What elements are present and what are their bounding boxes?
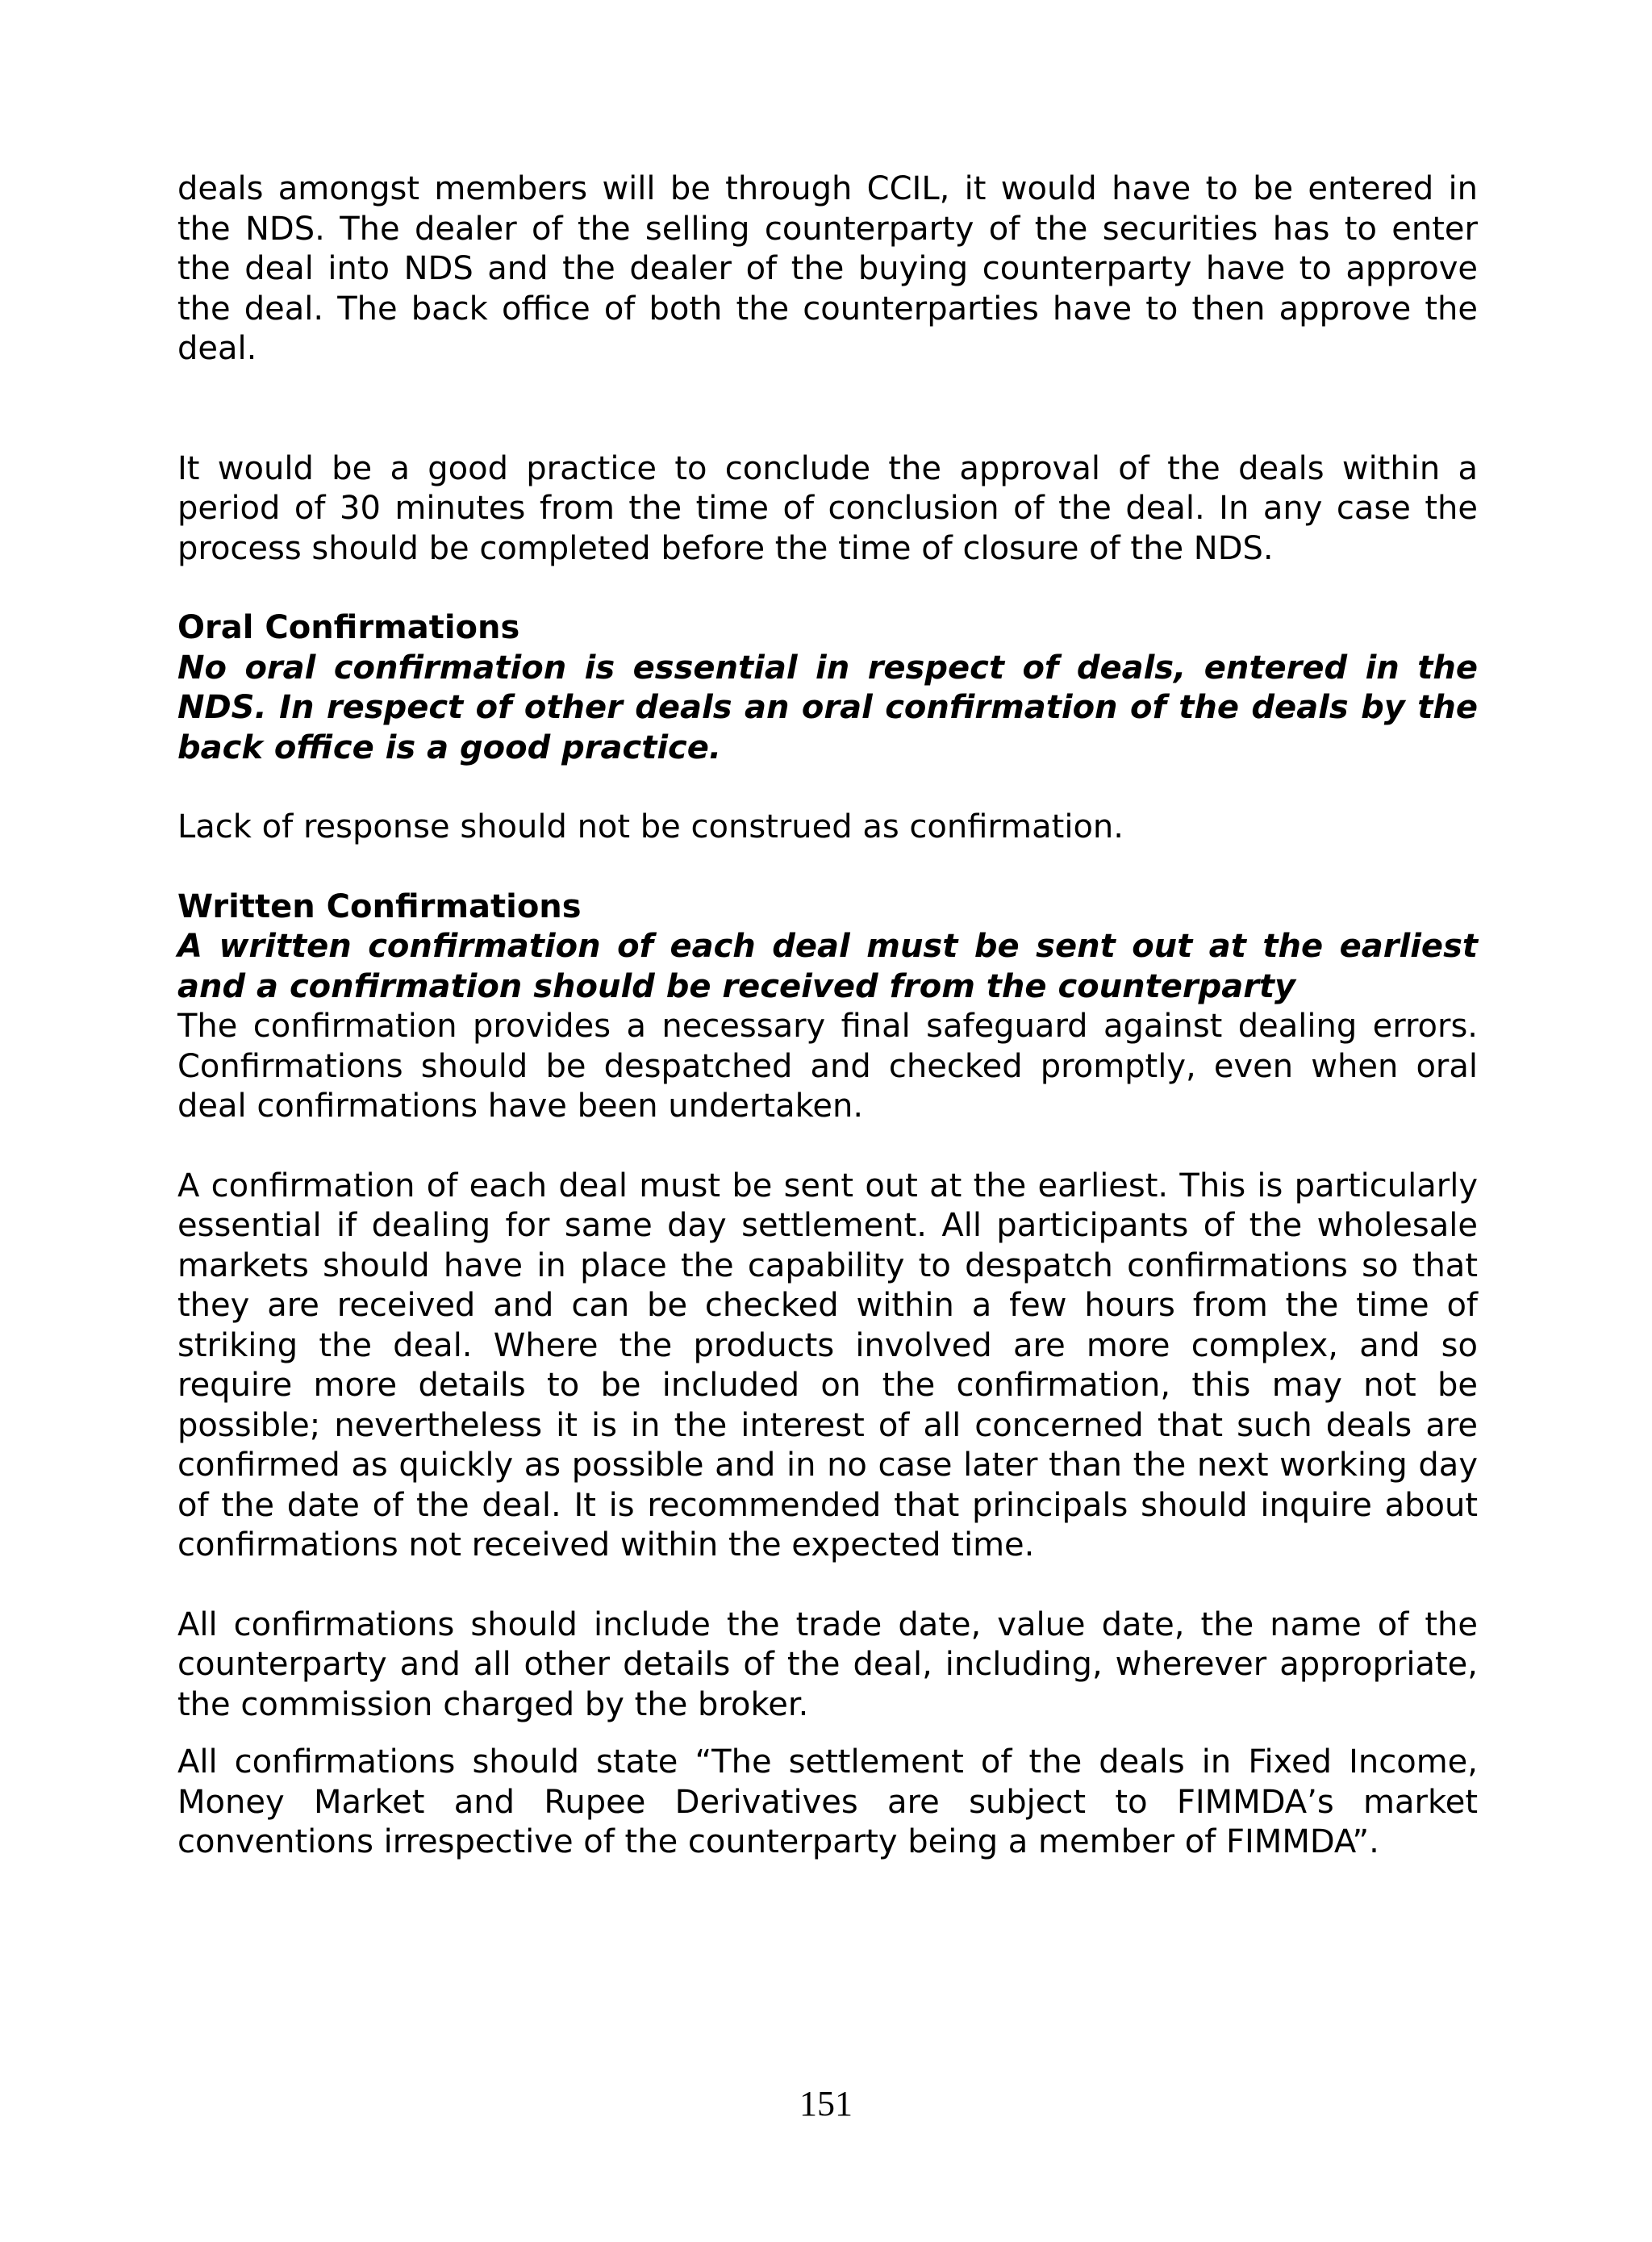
document-page	[177, 169, 1478, 1863]
paragraph-safeguard: The confirmation provides a necessary final safeguard against dealing errors. Confirmations should be despatched and checked promptly, even when oral deal confirmations have been undertaken.	[177, 1008, 1478, 1125]
heading-oral-confirmations: Oral Confirmations	[177, 609, 520, 646]
paragraph-nds-deal-entry: deals amongst members will be through CCIL, it would have to be entered in the NDS. The dealer of the selling counterparty of the securities has to enter the deal into NDS and the dealer of the buying counterparty have to approve the deal. The back office of both the counterparties have to then approve the deal.	[177, 170, 1478, 367]
written-confirmations-emphasis: A written confirmation of each deal must be sent out at the earliest and a confirmation should be received from the counterparty	[177, 928, 1478, 1005]
paragraph-confirmation-contents: All confirmations should include the trade date, value date, the name of the counterparty and all other details of the deal, including, wherever appropriate, the commission charged by the broker.	[177, 1605, 1478, 1723]
paragraph-despatch-timing: A confirmation of each deal must be sent out at the earliest. This is particularly essential if dealing for same day settlement. All participants of the wholesale markets should have in place the capability to despatch confirmations so that they are received and can be checked within a few hours from the time of striking the deal. Where the products involved are more complex, and so require more details to be included on the confirmation, this may not be possible; nevertheless it is in the interest of all concerned that such deals are confirmed as quickly as possible and in no case later than the next working day of the date of the deal. It is recommended that principals should inquire about confirmations not received within the expected time.	[177, 1167, 1478, 1564]
paragraph-lack-of-response: Lack of response should not be construed as confirmation.	[177, 808, 1124, 845]
oral-confirmations-emphasis: No oral confirmation is essential in respect of deals, entered in the NDS. In respect of other deals an oral confirmation of the deals by the back office is a good practice.	[177, 649, 1478, 766]
paragraph-approval-timing: It would be a good practice to conclude the approval of the deals within a period of 30 minutes from the time of conclusion of the deal. In any case the process should be completed before the time of closure of the NDS.	[177, 449, 1478, 567]
paragraph-settlement-statement: All confirmations should state “The settlement of the deals in Fixed Income, Money Market and Rupee Derivatives are subject to FIMMDA’s market conventions irrespective of the counterparty being a member of FIMMDA”.	[177, 1743, 1478, 1860]
heading-written-confirmations: Written Confirmations	[177, 887, 582, 925]
page-number: 151	[799, 2084, 853, 2123]
